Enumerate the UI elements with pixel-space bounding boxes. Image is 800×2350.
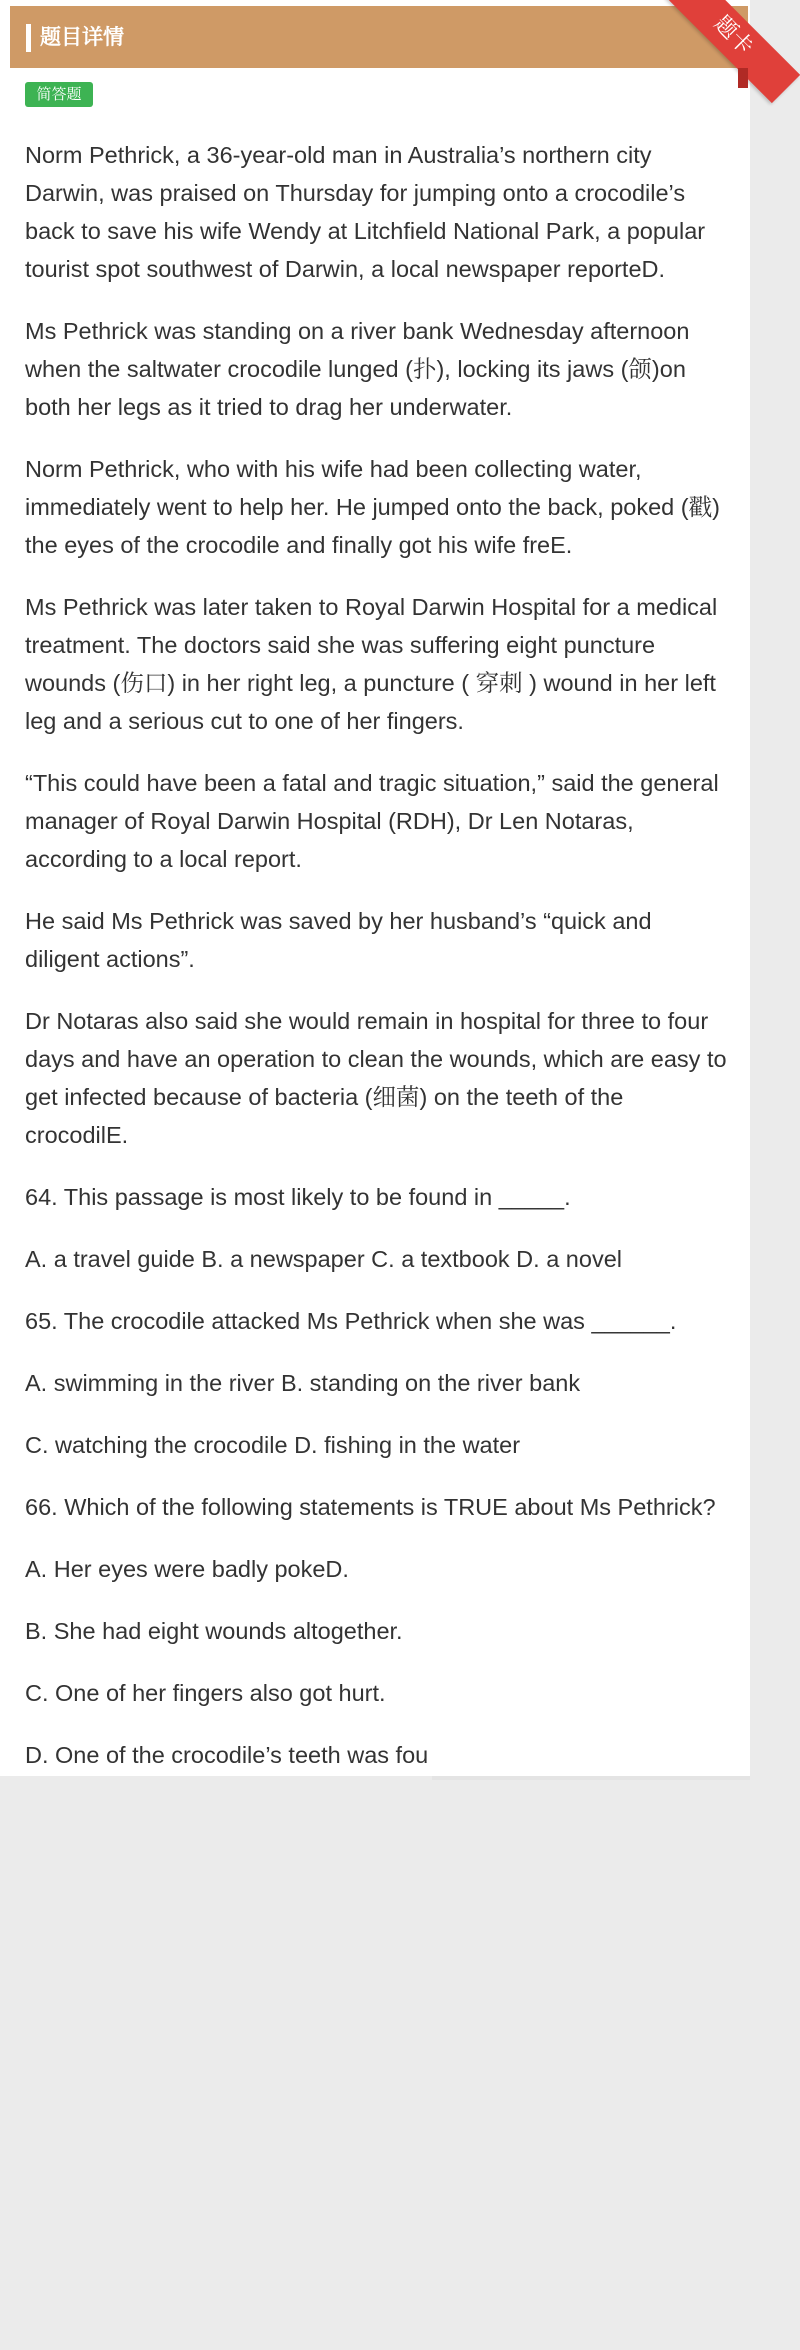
passage-paragraph-4: Ms Pethrick was later taken to Royal Darwin Hospital for a medical treatment. The doctors said she was suffering eight puncture wounds (伤口) in her right leg, a puncture ( 穿刺 ) wound in her left leg and a serious cut to one of her fingers. xyxy=(25,594,718,734)
ribbon-fold xyxy=(738,68,748,88)
question-66: 66. Which of the following statements is TRUE about Ms Pethrick? xyxy=(25,1494,716,1520)
question-64: 64. This passage is most likely to be found in _____. xyxy=(25,1184,571,1210)
question-type-badge: 简答题 xyxy=(25,82,93,107)
loading-overlay-panel xyxy=(432,1776,750,2350)
passage-paragraph-6: He said Ms Pethrick was saved by her husband’s “quick and diligent actions”. xyxy=(25,908,652,972)
page-title: 题目详情 xyxy=(40,25,124,49)
header-bar xyxy=(10,6,748,68)
question-66-option-d: D. One of the crocodile’s teeth was fou xyxy=(25,1742,429,1768)
answer-card-label[interactable]: 题卡 xyxy=(666,0,800,103)
passage-paragraph-3: Norm Pethrick, who with his wife had been collecting water, immediately went to help her. He jumped onto the back, poked (戳) the eyes of the crocodile and finally got his wife freE. xyxy=(25,456,720,558)
question-64-options: A. a travel guide B. a newspaper C. a textbook D. a novel xyxy=(25,1246,622,1272)
question-65-options-ab: A. swimming in the river B. standing on the river bank xyxy=(25,1370,581,1396)
question-65: 65. The crocodile attacked Ms Pethrick when she was ______. xyxy=(25,1308,677,1334)
passage-paragraph-2: Ms Pethrick was standing on a river bank Wednesday afternoon when the saltwater crocodile lunged (扑), locking its jaws (颌)on both her legs as it tried to drag her underwater. xyxy=(25,318,690,420)
question-65-options-cd: C. watching the crocodile D. fishing in the water xyxy=(25,1432,521,1458)
answer-card-ribbon[interactable] xyxy=(640,0,758,90)
question-content xyxy=(25,136,730,1798)
title-accent-bar xyxy=(26,24,31,52)
passage-paragraph-5: “This could have been a fatal and tragic situation,” said the general manager of Royal Darwin Hospital (RDH), Dr Len Notaras, according to a local report. xyxy=(25,770,719,872)
passage-paragraph-7: Dr Notaras also said she would remain in hospital for three to four days and have an operation to clean the wounds, which are easy to get infected because of bacteria (细菌) on the teeth of the crocodilE. xyxy=(25,1008,727,1148)
overlay-edge xyxy=(432,1776,750,1780)
question-66-option-c: C. One of her fingers also got hurt. xyxy=(25,1680,386,1706)
question-66-option-b: B. She had eight wounds altogether. xyxy=(25,1618,403,1644)
passage-paragraph-1: Norm Pethrick, a 36-year-old man in Australia’s northern city Darwin, was praised on Thursday for jumping onto a crocodile’s back to save his wife Wendy at Litchfield National Park, a popular tourist spot southwest of Darwin, a local newspaper reporteD. xyxy=(25,142,706,282)
question-66-option-a: A. Her eyes were badly pokeD. xyxy=(25,1556,349,1582)
